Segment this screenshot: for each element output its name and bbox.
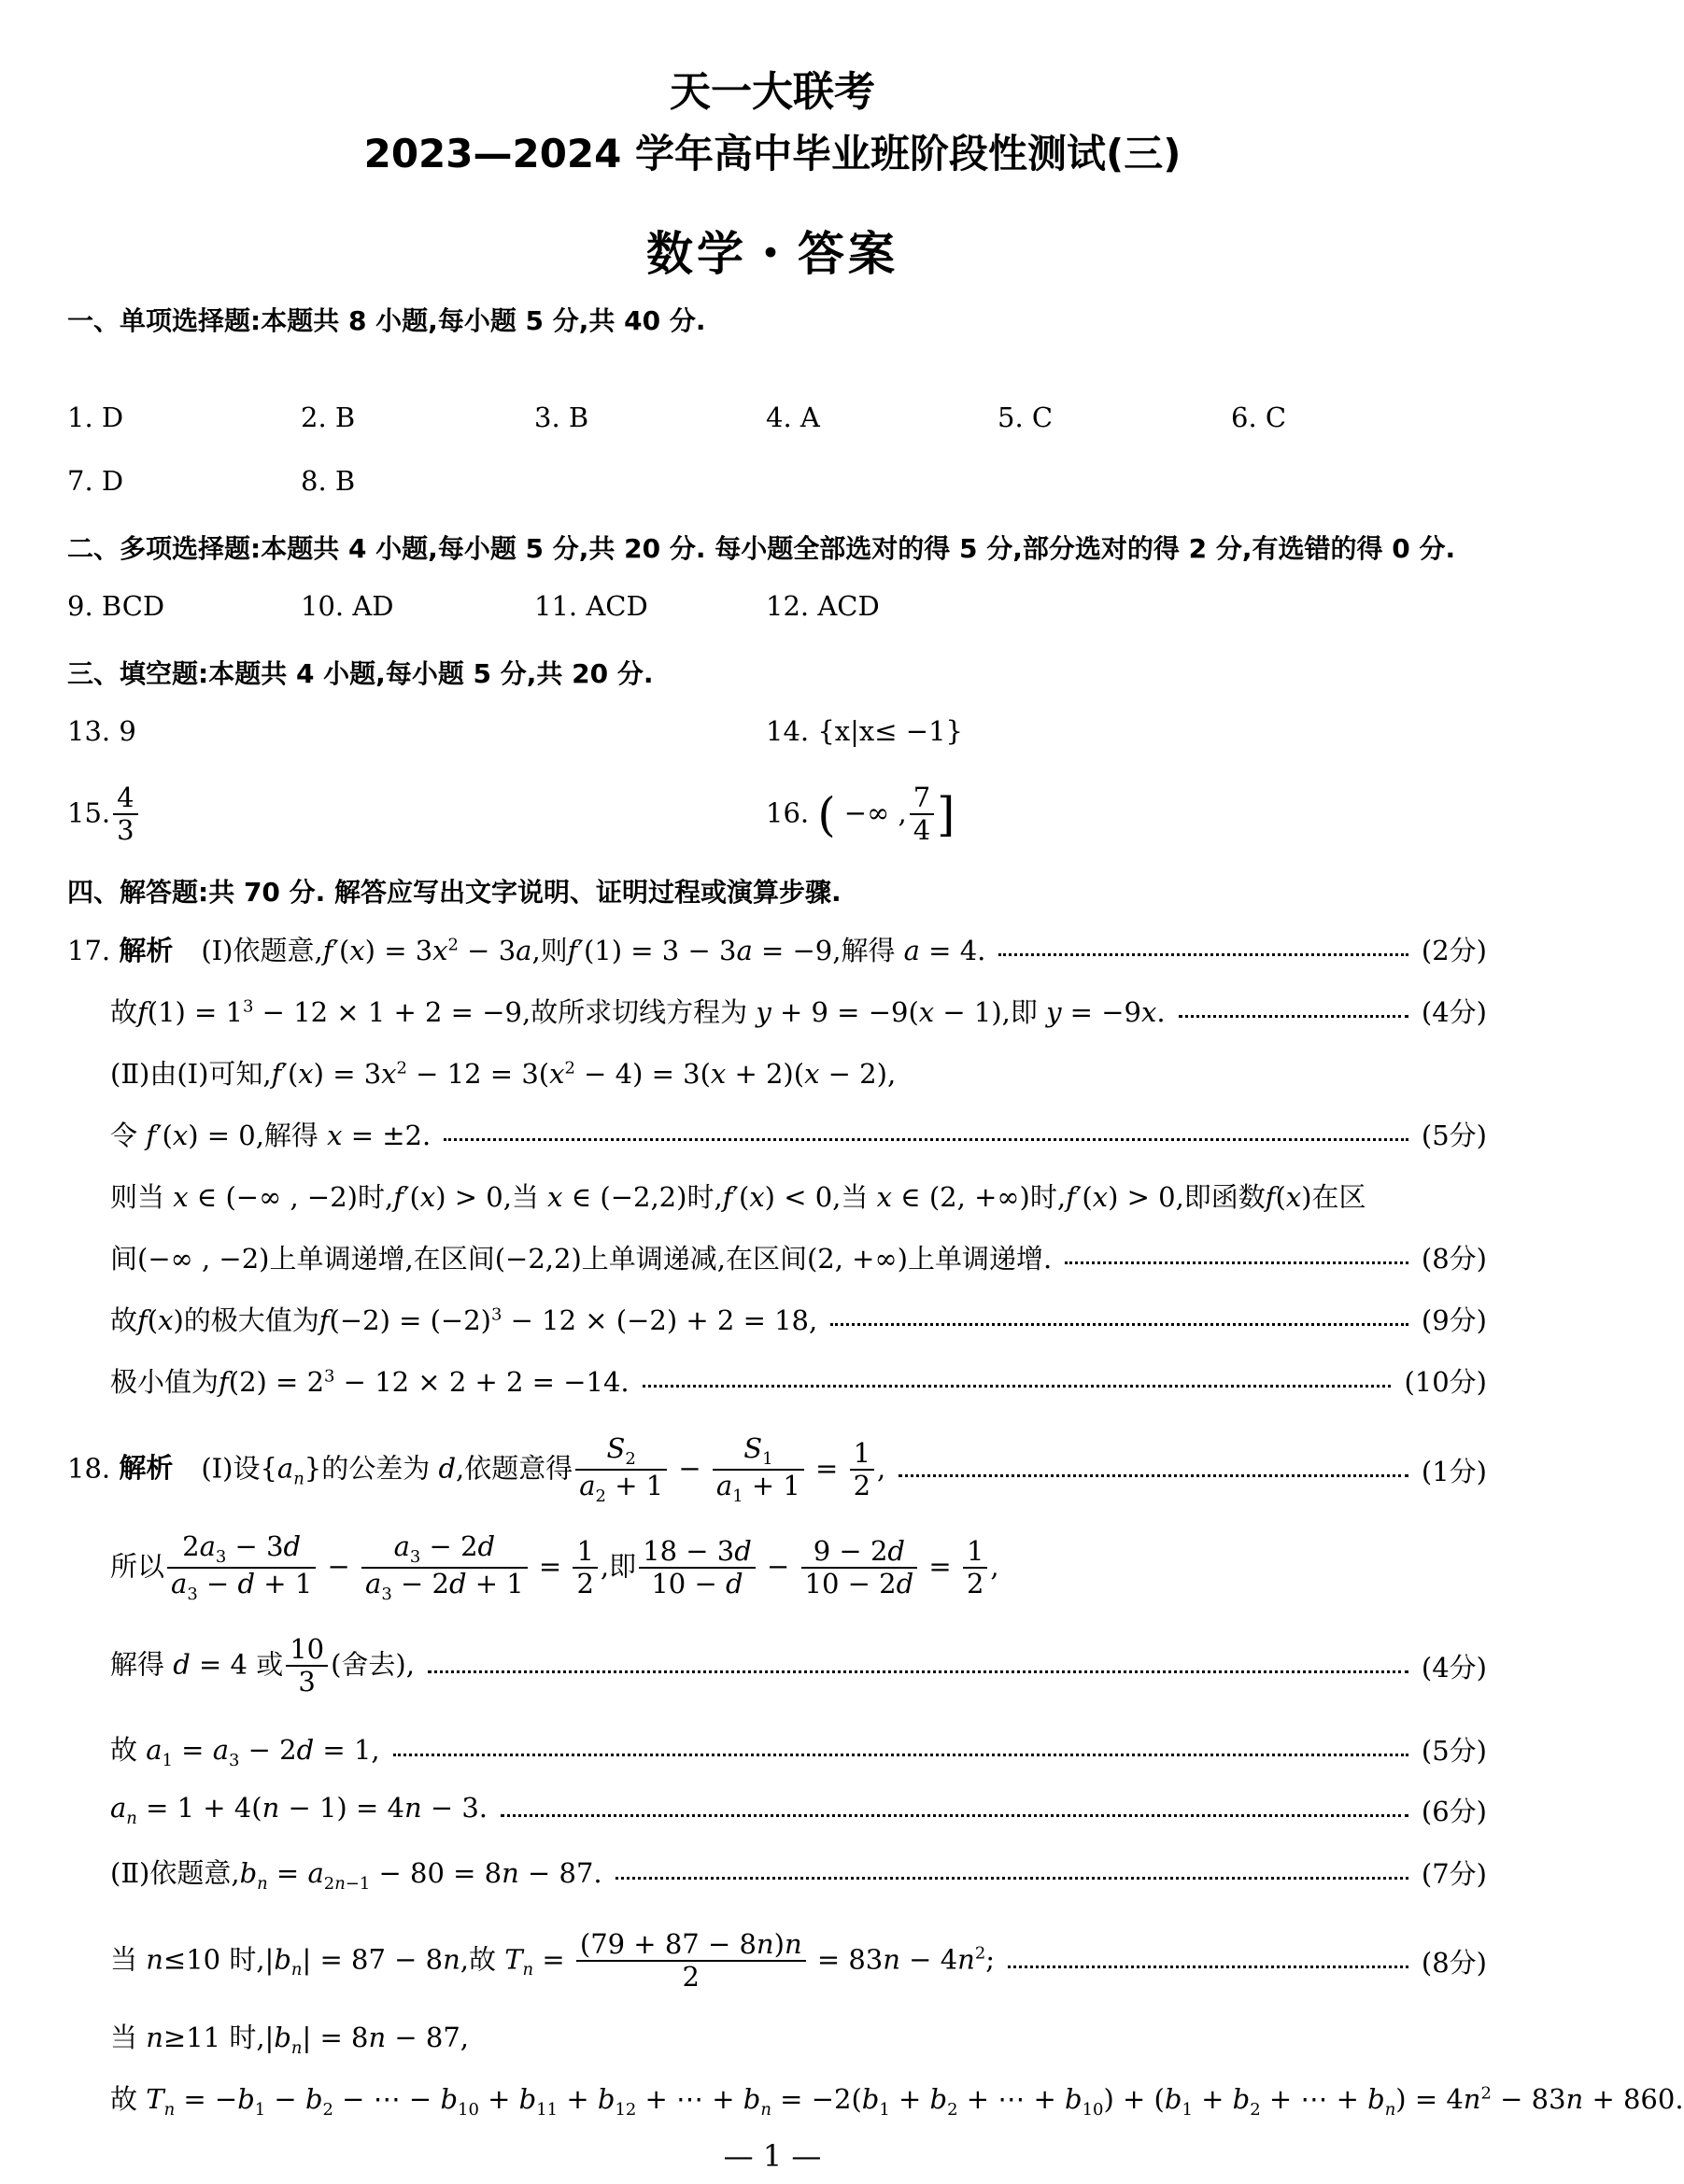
q17-line-8: 极小值为$f(2) = 2^3 - 12 \times 2 + 2 = -14$. (10分) <box>110 1366 1487 1398</box>
q18-line-7: 当 n≤10 时$,|b_n| = 87 - 8n$,故 $T_n$ = $\frac{(79 + 87 - 8n)n}{2}$ = $83n - 4n^2$; (8分) <box>110 1928 1487 1994</box>
answer-15: 15. $\frac{4}{3}$ <box>67 782 141 847</box>
q18-line-8: 当 n≥11 时$,|b_n| = 8n - 87$, <box>110 2022 469 2058</box>
answer-4: 4. A <box>766 402 820 433</box>
page-number: — 1 — <box>723 2138 822 2174</box>
answer-3: 3. B <box>534 402 589 433</box>
q17-line-5: 则当 x ∈ (−∞ , −2)时,f′(x) > 0,当 x ∈ (−2,2)时,f′(x) < 0,当 x ∈ (2, +∞)时,f′(x) > 0,即函数f(x)在区 <box>110 1181 1366 1213</box>
organizer-title: 天一大联考 <box>670 68 875 116</box>
subject-title: 数学・答案 <box>646 227 899 281</box>
answer-7: 7. D <box>67 465 124 497</box>
q17-line-4: 令 f′(x) = 0,解得 x = ±2. (5分) <box>110 1120 1487 1151</box>
q17-line-1: 17. 解析 (Ⅰ)依题意$,f'(x) = 3x^2 - 3a$,则f′(1) = 3 − 3a = −9,解得 a = 4. (2分) <box>67 935 1487 966</box>
answer-1: 1. D <box>67 402 124 433</box>
answer-10: 10. AD <box>301 590 394 622</box>
answer-16: 16. ( −∞ , $\frac{7}{4}$ ] <box>766 782 955 847</box>
q18-line-2: 所以 $\frac{2a_3 - 3d}{a_3 - d + 1}$ − $\frac{a_3 - 2d}{a_3 - 2d + 1}$ = $\frac{1}{2}$ ,即 $\frac{18 - 3d}{10 - d}$ − $\frac{9 - 2d}{10 - 2d}$ = $\frac{1}{2}$ , <box>110 1530 999 1605</box>
q17-line-2: 故$f(1) = 1^3 - 12 \times 1 + 2 = -9$,故所求切线方程为 y + 9 = −9(x − 1),即 y = −9x. (4分) <box>110 996 1487 1028</box>
answer-13: 13. 9 <box>67 715 136 747</box>
section-4-title: 四、解答题:共 70 分. 解答应写出文字说明、证明过程或演算步骤. <box>67 877 842 908</box>
answer-12: 12. ACD <box>766 590 880 622</box>
q18-line-4: 故 $a_1 = a_3 - 2d = 1$, (5分) <box>110 1734 1487 1770</box>
q17-line-6: 间(−∞ , −2)上单调递增,在区间(−2,2)上单调递减,在区间(2, +∞)上单调递增. (8分) <box>110 1243 1487 1275</box>
section-3-title: 三、填空题:本题共 4 小题,每小题 5 分,共 20 分. <box>67 658 654 689</box>
q18-line-6: (Ⅱ)依题意$,b_n = a_{2n-1} - 80 = 8n - 87$. (7分) <box>110 1857 1487 1894</box>
q18-line-3: 解得 d = 4 或 $\frac{10}{3}$ (舍去), (4分) <box>110 1633 1487 1698</box>
answer-8: 8. B <box>301 465 356 497</box>
answer-5: 5. C <box>998 402 1054 433</box>
answer-11: 11. ACD <box>534 590 648 622</box>
answer-9: 9. BCD <box>67 590 165 622</box>
section-2-title: 二、多项选择题:本题共 4 小题,每小题 5 分,共 20 分. 每小题全部选对的得 5 分,部分选对的得 2 分,有选错的得 0 分. <box>67 533 1456 564</box>
exam-title: 2023—2024 学年高中毕业班阶段性测试(三) <box>363 131 1182 176</box>
q18-line-5: $a_n = 1 + 4(n - 1) = 4n - 3$. (6分) <box>110 1792 1487 1828</box>
q17-line-7: 故f(x)的极大值为$f(-2) = (-2)^3 - 12 \times (-2) + 2 = 18$, (9分) <box>110 1304 1487 1336</box>
answer-14: 14. {x|x≤ −1} <box>766 715 963 747</box>
answer-2: 2. B <box>301 402 356 433</box>
q17-line-3: (Ⅱ)由(Ⅰ)可知$,f'(x) = 3x^2 - 12 = 3(x^2 - 4) = 3(x + 2)(x - 2)$, <box>110 1058 897 1090</box>
section-1-title: 一、单项选择题:本题共 8 小题,每小题 5 分,共 40 分. <box>67 305 706 336</box>
answer-6: 6. C <box>1231 402 1287 433</box>
q18-line-9: 故 $T_n = -b_1 - b_2$ − ⋯ − $b_{10} + b_{11} + b_{12}$ + ⋯ + $b_n = -2(b_1 + b_2$ + ⋯ + $b_{10}) + (b_1 + b_2$ + ⋯ + $b_n) = 4n^2 - 83n + 860$. <box>110 2083 1684 2120</box>
q18-line-1: 18. 解析 (Ⅰ)设$\{a_n\}$的公差为 d,依题意得 $\frac{S_2}{a_2 + 1}$ − $\frac{S_1}{a_1 + 1}$ = $\frac{1}{2}$ , (1分) <box>67 1432 1487 1507</box>
